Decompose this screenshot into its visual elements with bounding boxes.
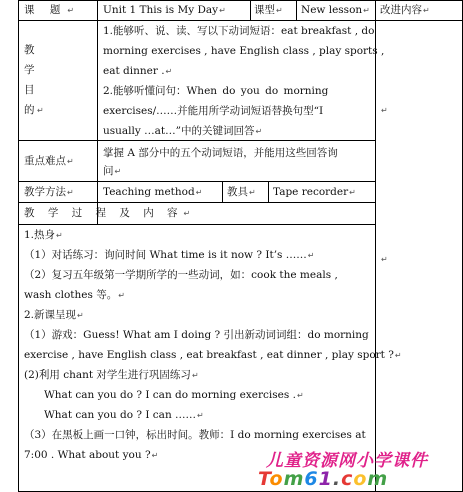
rule-below-focus <box>18 181 375 182</box>
process-line-6: （1）游戏：Guess! What am I doing ? 引出新动词词组：do morning <box>24 329 369 341</box>
process-line-12: 7:00 . What about you ?↵ <box>24 449 159 461</box>
revise-process-mark: ↵ <box>381 255 388 264</box>
process-header: 教 学 过 程 及 内 容↵ <box>24 207 196 219</box>
aids-value: Tape recorder↵ <box>273 186 356 198</box>
process-line-2: （1）对话练习：询问时间 What time is it now ? It’s ……↵ <box>24 249 315 261</box>
watermark-logo <box>258 446 463 492</box>
goals-label-char-2: 学 <box>24 64 35 76</box>
process-line-4: wash clothes 等。↵ <box>24 289 125 301</box>
focus-line-1: 掌握 A 部分中的五个动词短语，并能用这些回答询 <box>103 147 338 159</box>
process-line-10: What can you do ? I can ……↵ <box>44 409 204 421</box>
rule-below-method <box>18 202 375 203</box>
goals-line-2: morning exercises , have English class , play sports , <box>103 45 385 57</box>
topic-value: Unit 1 This is My Day↵ <box>103 4 226 16</box>
focus-label: 重点难点↵ <box>24 155 74 167</box>
goals-label-char-1: 教 <box>24 44 35 56</box>
watermark-char: o <box>269 468 284 490</box>
type-value: New lesson↵ <box>301 4 370 16</box>
watermark-char: 6 <box>304 468 319 490</box>
rule-left <box>18 0 19 492</box>
rule-type-left <box>250 0 251 21</box>
watermark-char: c <box>341 468 354 490</box>
process-line-9: What can you do ? I can do morning exercises .↵ <box>44 389 304 401</box>
goals-line-1: 1.能够听、说、读、写以下动词短语：eat breakfast , do <box>103 25 375 37</box>
process-line-11: （3）在黑板上画一口钟，标出时间。教师：I do morning exercises at <box>24 429 366 441</box>
rule-aids-right <box>268 181 269 203</box>
goals-label-mark: ↵ <box>37 106 44 115</box>
goals-line-4: 2.能够听懂问句：When do you do morning <box>103 85 329 97</box>
process-line-5: 2.新课呈现↵ <box>24 309 84 321</box>
watermark-char: T <box>258 468 270 490</box>
rule-below-topic <box>18 20 463 21</box>
type-label: 课型↵ <box>254 4 283 16</box>
watermark-char: . <box>332 468 342 490</box>
goals-label-char-3: 目 <box>24 84 35 96</box>
goals-line-3: eat dinner .↵ <box>103 65 173 77</box>
process-line-3: （2）复习五年级第一学期所学的一些动词，如：cook the meals , <box>24 269 338 281</box>
watermark-char: m <box>283 468 305 490</box>
process-line-7: exercise , have English class , eat breakfast , eat dinner , play sport ?↵ <box>24 349 402 361</box>
method-value: Teaching method↵ <box>103 186 203 198</box>
rule-below-process-header <box>18 224 375 225</box>
rule-type-right <box>296 0 297 21</box>
watermark-char: o <box>353 468 368 490</box>
revise-label: 改进内容↵ <box>380 4 430 16</box>
watermark-char: m <box>367 468 389 490</box>
rule-aids-left <box>222 181 223 203</box>
revise-goals-mark: ↵ <box>381 106 388 115</box>
method-label: 教学方法↵ <box>24 186 74 198</box>
focus-line-2: 问↵ <box>103 165 122 177</box>
rule-top <box>18 0 463 1</box>
process-line-8: (2)利用 chant 对学生进行巩固练习↵ <box>24 369 199 381</box>
rule-below-goals <box>18 140 375 141</box>
watermark-line1: 儿童资源网小学课件 <box>266 451 428 471</box>
aids-label: 教具↵ <box>227 186 256 198</box>
rule-label-col <box>97 0 98 224</box>
goals-line-6: usually …at…”中的关键词回答↵ <box>103 125 263 137</box>
topic-label: 课 题↵ <box>24 4 81 16</box>
rule-revise-col <box>375 0 376 492</box>
goals-label-char-4: 的 <box>24 104 35 116</box>
goals-line-5: exercises/……并能用所学动词短语替换句型“I <box>103 105 324 117</box>
process-line-1: 1.热身↵ <box>24 229 63 241</box>
watermark-char: 1 <box>318 468 333 490</box>
watermark-line2 <box>258 468 388 490</box>
